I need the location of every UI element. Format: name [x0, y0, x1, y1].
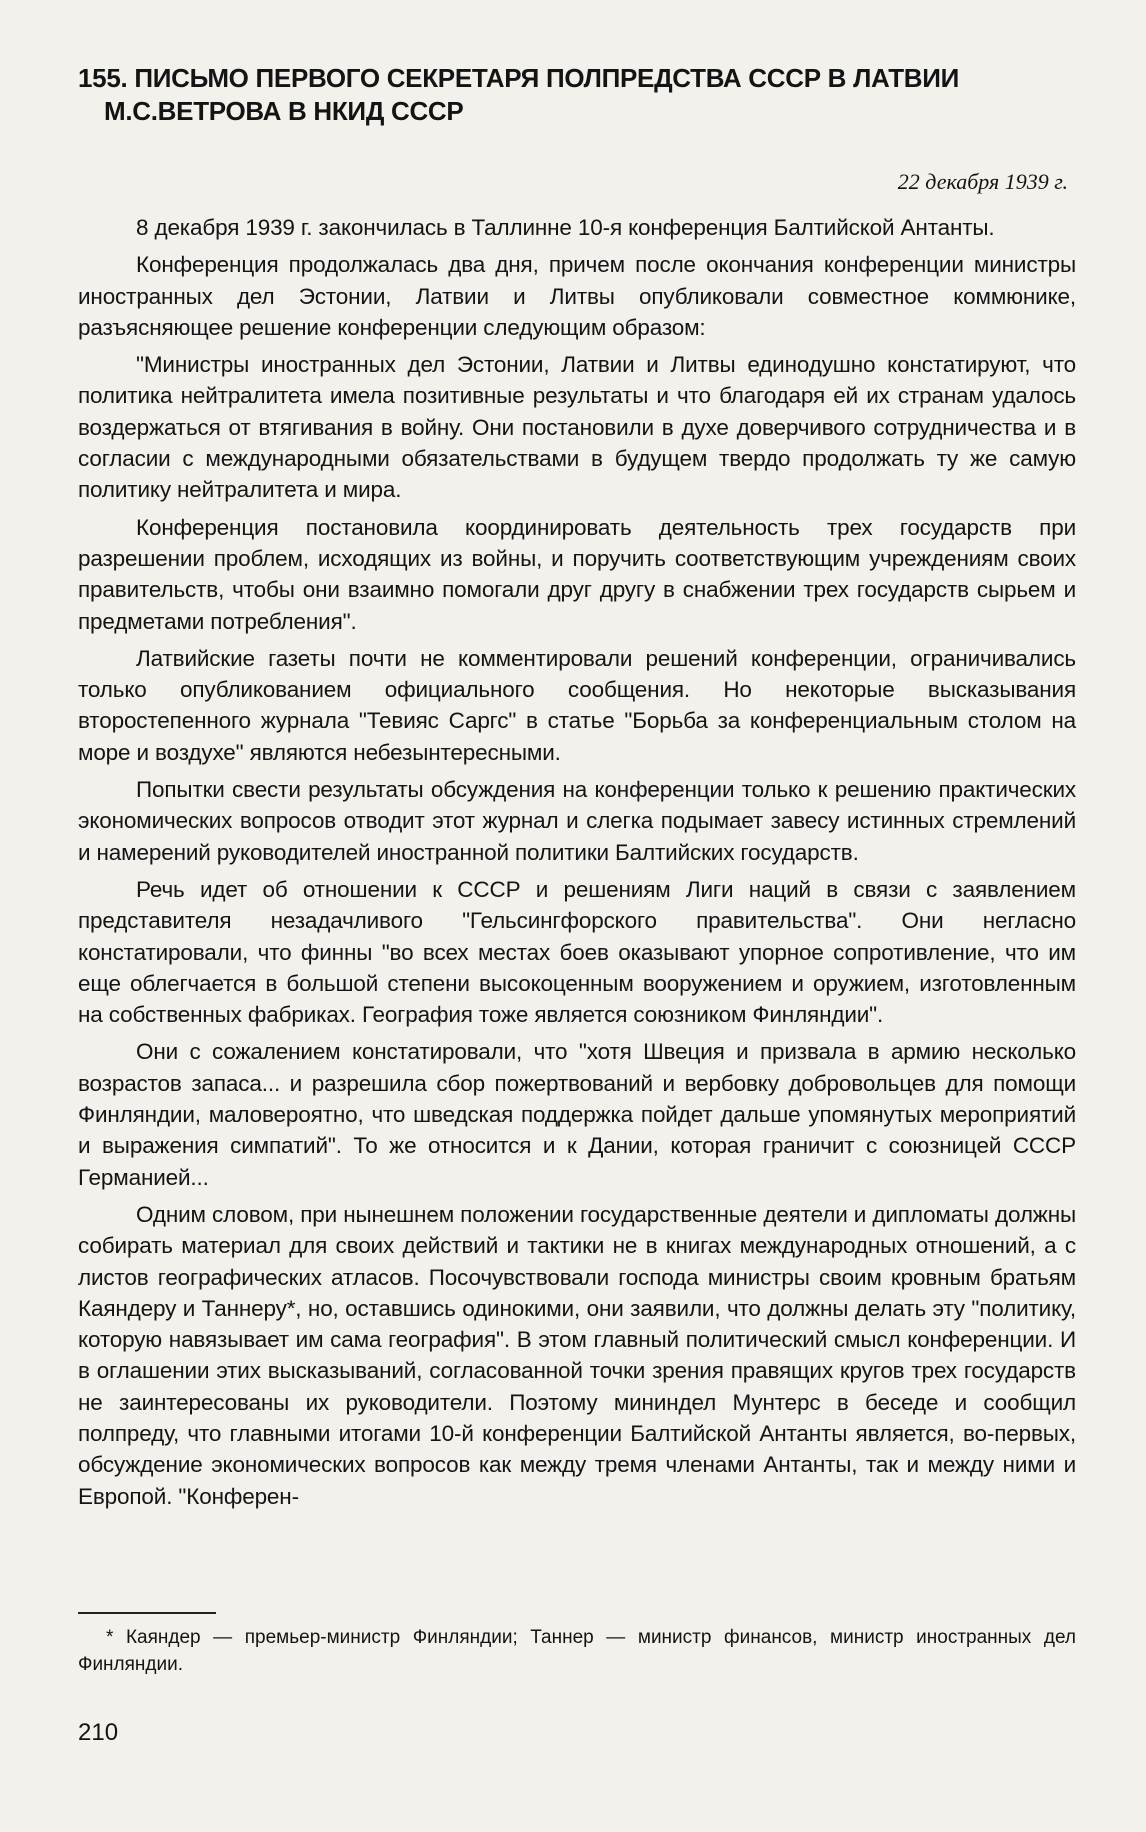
paragraph: Одним словом, при нынешнем положении государственные деятели и дипломаты должны собирать материал для своих действий и тактики не в книгах международных отношений, а с листов географических атласов. Посочувствовали господа министры своим кровным братьям Каяндеру и Таннеру*, но, оставшись одинокими, они заявили, что должны делать эту "политику, которую навязывает им сама география". В этом главный политический смысл конференции. И в оглашении этих высказываний, согласованной точки зрения правящих кругов трех государств не заинтересованы их руководители. Поэтому мининдел Мунтерс в беседе и сообщил полпреду, что главными итогами 10-й конференции Балтийской Антанты является, во-первых, обсуждение экономических вопросов как между тремя членами Антанты, так и между ними и Европой. "Конферен- — [78, 1201, 1076, 1509]
paragraph: 8 декабря 1939 г. закончилась в Таллинне 10-я конференция Балтийской Антанты. — [136, 215, 995, 240]
letter-date: 22 декабря 1939 г. — [897, 169, 1068, 194]
page-number: 210 — [78, 1719, 119, 1746]
paragraph: Речь идет об отношении к СССР и решениям Лиги наций в связи с заявлением представителя незадачливого "Гельсингфорского правительства". Они негласно констатировали, что финны "во всех местах боев оказывают упорное сопротивление, что им еще облегчается в большой степени высокоценным вооружением и оружием, изготовленным на собственных фабриках. География тоже является союзником Финляндии". — [78, 876, 1076, 1028]
paragraph: Конференция постановила координировать деятельность трех государств при разрешении проблем, исходящих из войны, и поручить соответствующим учреждениям своих правительств, чтобы они взаимно помогали друг другу в снабжении трех государств сырьем и предметами потребления". — [78, 514, 1076, 634]
document-heading — [78, 62, 1078, 128]
paragraph: Они с сожалением констатировали, что "хотя Швеция и призвала в армию несколько возрастов запаса... и разрешила сбор пожертвований и вербовку добровольцев для помощи Финляндии, маловероятно, что шведская поддержка пойдет дальше упомянутых мероприятий и выражения симпатий". То же относится и к Дании, которая граничит с союзницей СССР Германией... — [78, 1039, 1076, 1190]
paragraph: Конференция продолжалась два дня, причем после окончания конференции министры иностранных дел Эстонии, Латвии и Литвы опубликовали совместное коммюнике, разъясняющее решение конференции следующим образом: — [78, 252, 1076, 340]
footnote: * Каяндер — премьер-министр Финляндии; Таннер — министр финансов, министр иностранных дел Финляндии. — [78, 1627, 1076, 1675]
footnote-divider — [78, 1612, 216, 1614]
heading-line-2: М.С.ВЕТРОВА В НКИД СССР — [104, 96, 464, 126]
heading-line-1: 155. ПИСЬМО ПЕРВОГО СЕКРЕТАРЯ ПОЛПРЕДСТВА СССР В ЛАТВИИ — [78, 63, 960, 93]
paragraph: Латвийские газеты почти не комментировали решений конференции, ограничивались только опубликованием официального сообщения. Но некоторые высказывания второстепенного журнала "Тевияс Саргс" в статье "Борьба за конференциальным столом на море и воздухе" являются небезынтересными. — [78, 645, 1076, 765]
paragraph: "Министры иностранных дел Эстонии, Латвии и Литвы единодушно констатируют, что политика нейтралитета имела позитивные результаты и что благодаря ей их странам удалось воздержаться от втягивания в войну. Они постановили в духе доверчивого сотрудничества и в согласии с международными обязательствами в будущем твердо продолжать ту же самую политику нейтралитета и мира. — [78, 352, 1076, 503]
letter-body — [78, 212, 1076, 1518]
paragraph: Попытки свести результаты обсуждения на конференции только к решению практических экономических вопросов отводит этот журнал и слегка подымает завесу истинных стремлений и намерений руководителей иностранной политики Балтийских государств. — [78, 777, 1076, 865]
